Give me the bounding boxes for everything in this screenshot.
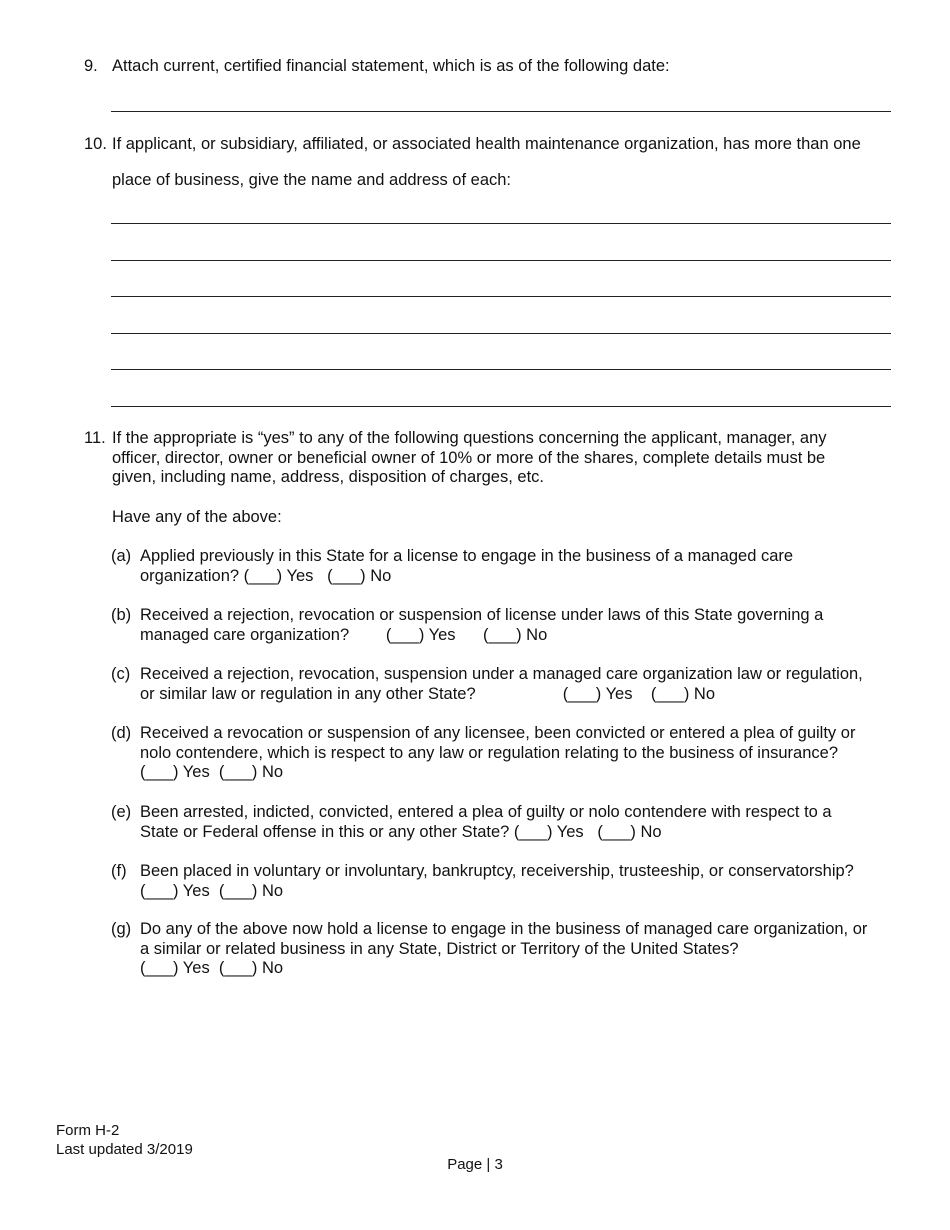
page-number: Page | 3 <box>447 1156 503 1173</box>
sub-question-label: (f) <box>111 862 127 880</box>
yes-no-answer[interactable]: State or Federal offense in this or any other State? (___) Yes (___) No <box>140 822 662 841</box>
sub-question-label: (a) <box>111 547 132 565</box>
question-11-line-2: officer, director, owner or beneficial owner of 10% or more of the shares, complete details must be <box>112 448 826 467</box>
sub-question-label: (c) <box>111 665 131 683</box>
yes-no-answer[interactable]: organization? (___) Yes (___) No <box>140 566 392 585</box>
yes-no-answer[interactable]: (___) Yes (___) No <box>140 881 284 900</box>
question-9-text: Attach current, certified financial statement, which is as of the following date: <box>112 57 670 75</box>
question-11-intro: Have any of the above: <box>112 508 282 526</box>
sub-question-line: Received a revocation or suspension of any licensee, been convicted or entered a plea of guilty or <box>140 724 856 742</box>
sub-question-label: (e) <box>111 803 132 821</box>
answer-line[interactable] <box>111 333 891 334</box>
yes-no-answer[interactable]: managed care organization? (___) Yes (___) No <box>140 625 548 644</box>
question-11-line-1: If the appropriate is “yes” to any of the following questions concerning the applicant, manager, any <box>112 429 827 447</box>
last-updated: Last updated 3/2019 <box>56 1141 193 1158</box>
sub-question-line: Received a rejection, revocation or suspension of license under laws of this State governing a <box>140 606 824 624</box>
question-11-text <box>112 429 827 488</box>
sub-question-line: nolo contendere, which is respect to any law or regulation relating to the business of insurance? <box>140 743 838 762</box>
sub-question-label: (d) <box>111 724 132 742</box>
question-10-line-1: If applicant, or subsidiary, affiliated, or associated health maintenance organization, has more than one <box>112 135 861 153</box>
form-id: Form H-2 <box>56 1122 120 1139</box>
answer-line[interactable] <box>111 296 891 297</box>
question-11-number: 11. <box>84 429 106 447</box>
question-9-number: 9. <box>84 57 98 75</box>
sub-question-label: (b) <box>111 606 132 624</box>
sub-question-line: Applied previously in this State for a license to engage in the business of a managed care <box>140 547 794 565</box>
form-footer <box>56 1121 193 1159</box>
yes-no-answer[interactable]: or similar law or regulation in any other State? (___) Yes (___) No <box>140 684 716 703</box>
answer-line[interactable] <box>111 369 891 370</box>
question-10-line-2: place of business, give the name and address of each: <box>112 171 512 189</box>
answer-line[interactable] <box>111 260 891 261</box>
yes-no-answer[interactable]: (___) Yes (___) No <box>140 763 284 782</box>
sub-question-label: (g) <box>111 920 132 938</box>
sub-question-line: Received a rejection, revocation, suspension under a managed care organization law or regulation, <box>140 665 863 683</box>
question-10-number: 10. <box>84 135 107 153</box>
sub-question-line: Been arrested, indicted, convicted, entered a plea of guilty or nolo contendere with respect to a <box>140 803 832 821</box>
answer-line[interactable] <box>111 406 891 407</box>
question-11-line-3: given, including name, address, disposition of charges, etc. <box>112 468 544 487</box>
sub-question-line: a similar or related business in any State, District or Territory of the United States? <box>140 939 739 958</box>
sub-question-line: Been placed in voluntary or involuntary, bankruptcy, receivership, trusteeship, or conservatorship? <box>140 862 854 880</box>
yes-no-answer[interactable]: (___) Yes (___) No <box>140 959 284 978</box>
answer-line[interactable] <box>111 111 891 112</box>
sub-question-line: Do any of the above now hold a license to engage in the business of managed care organization, or <box>140 920 868 938</box>
answer-line[interactable] <box>111 223 891 224</box>
